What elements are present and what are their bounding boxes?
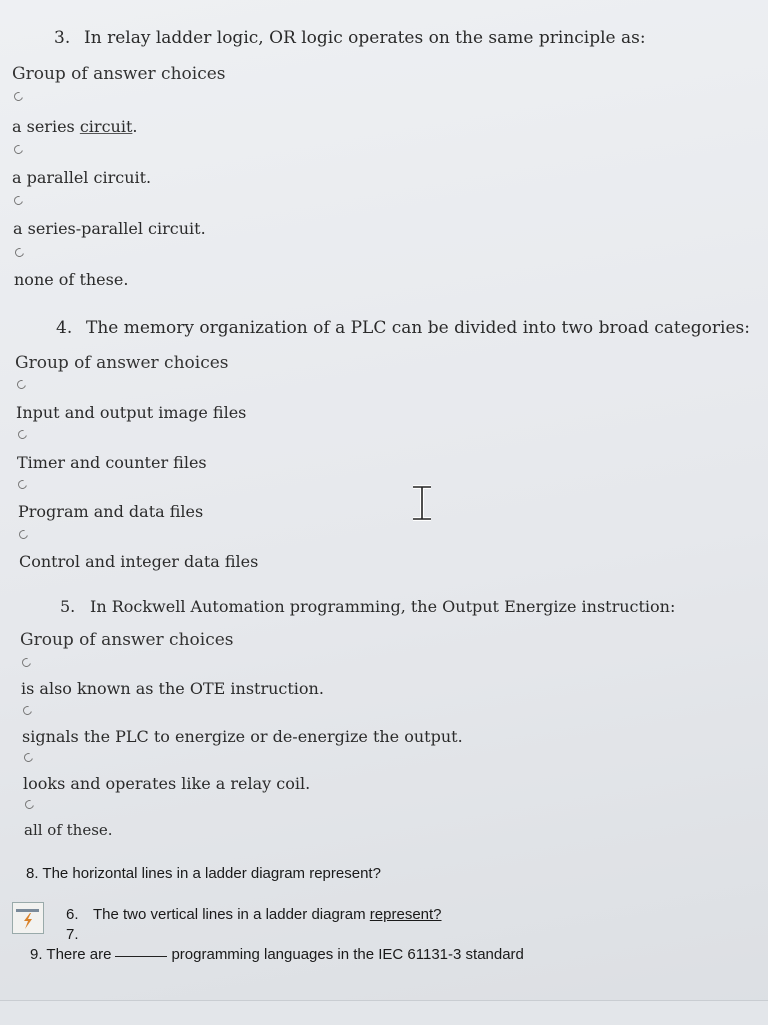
question-text: The memory organization of a PLC can be divided into two broad categories: [86, 318, 750, 338]
question-number: 4. [56, 318, 73, 338]
question-5-title [60, 597, 675, 616]
group-label: Group of answer choices [20, 630, 234, 650]
answer-choice[interactable]: Control and integer data files [19, 552, 259, 571]
text-cursor-icon [409, 485, 435, 521]
answer-choice[interactable]: Timer and counter files [17, 453, 207, 472]
question-3-title [54, 28, 646, 48]
radio-button-icon[interactable] [16, 478, 28, 490]
answer-choice[interactable]: is also known as the OTE instruction. [21, 679, 324, 698]
bottom-edge [0, 1000, 768, 1025]
answer-choice[interactable]: a series-parallel circuit. [13, 219, 206, 238]
radio-button-icon[interactable] [13, 246, 25, 258]
question-text: 9. There are [30, 946, 112, 963]
group-label: Group of answer choices [12, 64, 226, 84]
radio-button-icon[interactable] [22, 751, 34, 763]
question-7-number: 7. [66, 926, 79, 943]
question-text: In relay ladder logic, OR logic operates on the same principle as: [84, 28, 646, 48]
question-4-title [56, 318, 750, 338]
answer-choice[interactable]: looks and operates like a relay coil. [23, 774, 311, 793]
radio-button-icon[interactable] [12, 194, 24, 206]
question-number: 6. [66, 906, 79, 923]
radio-button-icon[interactable] [16, 428, 28, 440]
radio-button-icon[interactable] [12, 90, 24, 102]
question-link[interactable]: represent? [369, 906, 442, 923]
radio-button-icon[interactable] [12, 143, 24, 155]
question-text: The two vertical lines in a ladder diagram [93, 906, 370, 923]
choice-link: circuit [79, 117, 133, 136]
radio-button-icon[interactable] [20, 656, 32, 668]
choice-text: a series [12, 117, 80, 136]
question-text: In Rockwell Automation programming, the Output Energize instruction: [90, 597, 676, 616]
radio-button-icon[interactable] [21, 704, 33, 716]
group-label: Group of answer choices [15, 353, 229, 373]
answer-choice[interactable]: all of these. [24, 821, 113, 839]
answer-choice[interactable]: Program and data files [18, 502, 204, 521]
answer-choice[interactable] [12, 117, 137, 136]
question-9-text [30, 946, 524, 963]
fill-in-blank [115, 956, 167, 957]
radio-button-icon[interactable] [15, 378, 27, 390]
question-8-text: 8. The horizontal lines in a ladder diagram represent? [26, 865, 381, 882]
question-number: 5. [60, 597, 76, 616]
choice-text-end: . [132, 117, 138, 136]
answer-choice[interactable]: Input and output image files [16, 403, 247, 422]
question-6-text [66, 906, 442, 923]
answer-choice[interactable]: none of these. [14, 270, 129, 289]
question-text-end: programming languages in the IEC 61131-3 standard [171, 946, 524, 963]
answer-choice[interactable]: signals the PLC to energize or de-energize the output. [22, 727, 463, 746]
answer-choice[interactable]: a parallel circuit. [12, 168, 152, 187]
radio-button-icon[interactable] [23, 798, 35, 810]
lightning-note-icon[interactable] [12, 902, 44, 934]
radio-button-icon[interactable] [17, 528, 29, 540]
question-number: 3. [54, 28, 71, 48]
